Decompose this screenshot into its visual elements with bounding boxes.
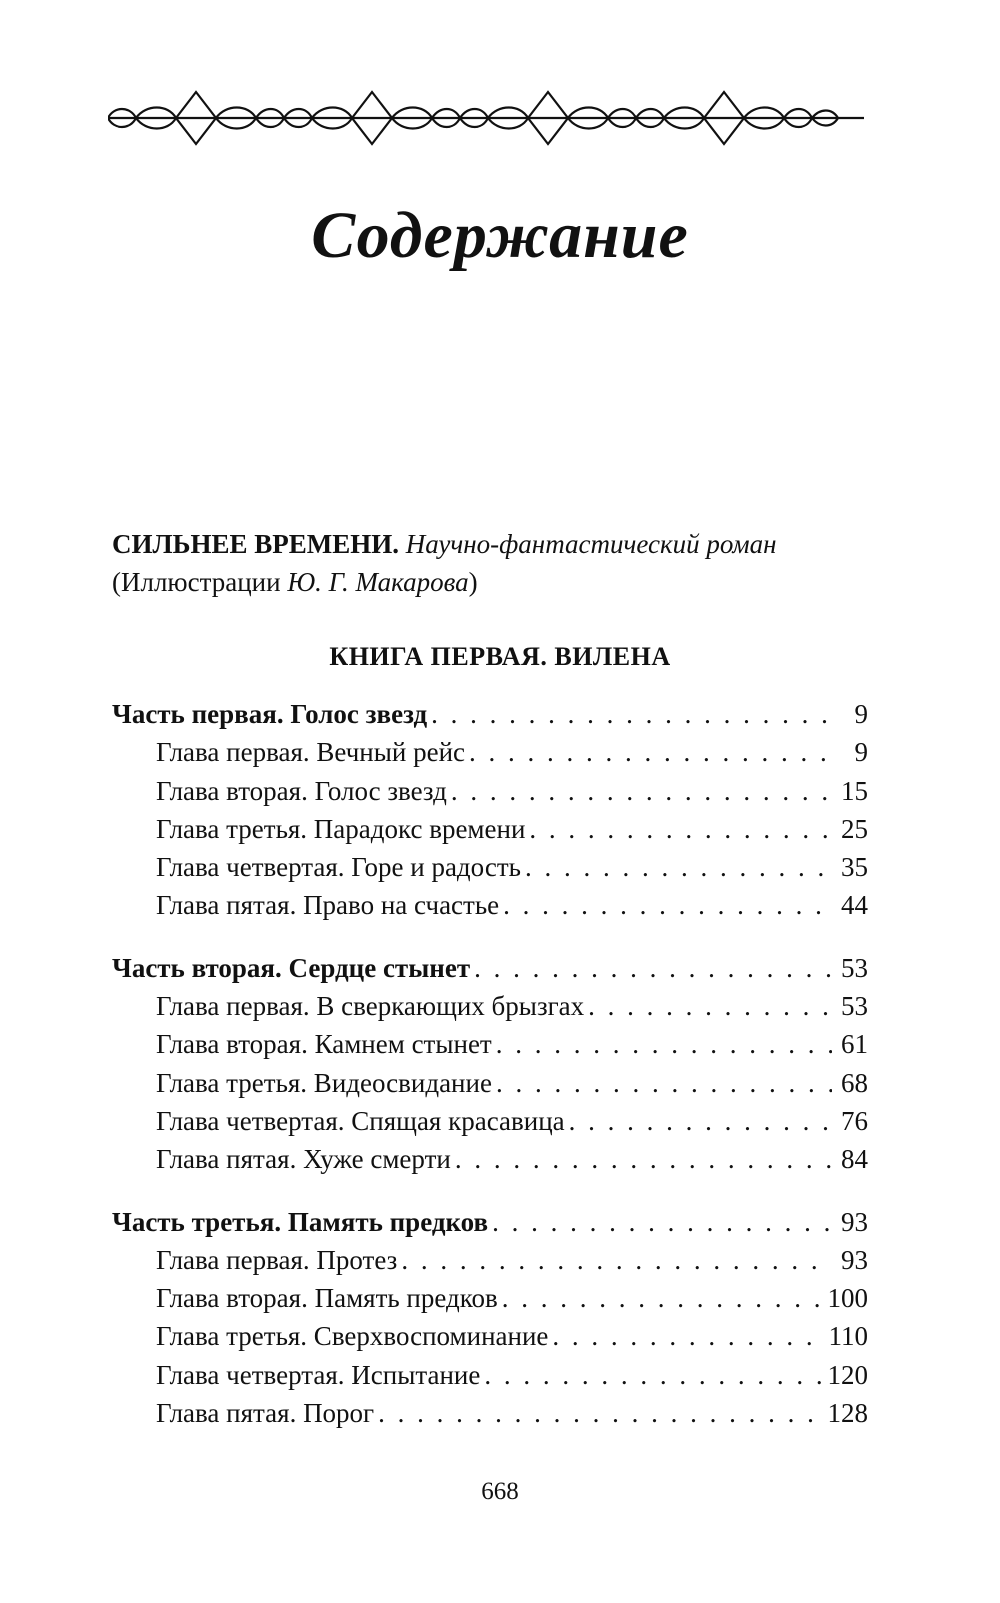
toc-page-number: 53 xyxy=(841,952,868,983)
toc-entry xyxy=(112,1279,868,1317)
toc-page-number: 84 xyxy=(841,1144,868,1175)
toc-entry-title: Глава четвертая. Спящая красавица xyxy=(156,1105,565,1136)
dot-leader xyxy=(451,772,832,810)
toc-page-number: 100 xyxy=(827,1283,868,1314)
toc-page-number: 25 xyxy=(841,813,868,844)
toc-page-number: 44 xyxy=(841,890,868,921)
page-title: Содержание xyxy=(311,199,689,272)
dot-leader xyxy=(552,1317,822,1355)
toc-page-number: 53 xyxy=(841,991,868,1022)
dot-leader xyxy=(525,848,832,886)
toc-page-number: 120 xyxy=(827,1359,868,1390)
toc-entry xyxy=(112,1356,868,1394)
dot-leader xyxy=(496,1025,832,1063)
toc-page-number: 9 xyxy=(854,737,868,768)
illustrations-open: (Иллюстрации xyxy=(112,567,288,597)
toc-page-number: 35 xyxy=(841,852,868,883)
toc-page-number: 93 xyxy=(841,1206,868,1237)
work-genre: Научно-фантастический роман xyxy=(405,529,777,559)
toc-part xyxy=(112,949,868,1179)
toc-entry-title: Глава четвертая. Горе и радость xyxy=(156,852,521,883)
toc-part-title: Часть третья. Память предков xyxy=(112,1206,489,1237)
toc-entry-title: Глава пятая. Право на счастье xyxy=(156,890,500,921)
toc-entry-title: Глава первая. Вечный рейс xyxy=(156,737,465,768)
dot-leader xyxy=(431,695,832,733)
toc-entry xyxy=(112,987,868,1025)
dot-leader xyxy=(484,1356,821,1394)
table-of-contents xyxy=(112,695,868,1456)
toc-page-number: 128 xyxy=(827,1398,868,1429)
dot-leader xyxy=(474,949,832,987)
toc-entry xyxy=(112,886,868,924)
dot-leader xyxy=(378,1394,821,1432)
book-heading: КНИГА ПЕРВАЯ. ВИЛЕНА xyxy=(329,642,671,671)
toc-entry xyxy=(112,1025,868,1063)
dot-leader xyxy=(492,1203,832,1241)
dot-leader xyxy=(588,987,832,1025)
toc-entry xyxy=(112,772,868,810)
toc-entry xyxy=(112,1064,868,1102)
page-number: 668 xyxy=(481,1478,519,1505)
toc-entry-title: Глава третья. Видеосвидание xyxy=(156,1067,492,1098)
toc-entry-title: Глава вторая. Память предков xyxy=(156,1283,498,1314)
toc-part-heading xyxy=(112,695,868,733)
dot-leader xyxy=(569,1102,832,1140)
toc-entry-title: Глава первая. В сверкающих брызгах xyxy=(156,991,585,1022)
toc-page-number: 9 xyxy=(854,699,868,729)
toc-entry-title: Глава четвертая. Испытание xyxy=(156,1359,481,1390)
dot-leader xyxy=(455,1140,832,1178)
decorative-border-ornament xyxy=(108,88,864,148)
toc-entry-title: Глава вторая. Голос звезд xyxy=(156,775,447,806)
toc-entry-title: Глава вторая. Камнем стынет xyxy=(156,1029,492,1060)
illustrations-close: ) xyxy=(468,567,478,597)
toc-entry xyxy=(112,1394,868,1432)
toc-page-number: 110 xyxy=(828,1321,868,1352)
dot-leader xyxy=(502,1279,822,1317)
work-title: СИЛЬНЕЕ ВРЕМЕНИ. xyxy=(112,529,399,559)
toc-entry-title: Глава третья. Сверхвоспоминание xyxy=(156,1321,549,1352)
toc-page-number: 15 xyxy=(841,775,868,806)
toc-entry xyxy=(112,1317,868,1355)
toc-entry-title: Глава пятая. Хуже смерти xyxy=(156,1144,451,1175)
toc-part xyxy=(112,695,868,925)
toc-entry xyxy=(112,1140,868,1178)
toc-page-number: 68 xyxy=(841,1067,868,1098)
toc-part-heading xyxy=(112,1203,868,1241)
toc-entry xyxy=(112,1102,868,1140)
dot-leader xyxy=(503,886,832,924)
toc-part-heading xyxy=(112,949,868,987)
work-title-block xyxy=(112,525,872,601)
toc-entry-title: Глава первая. Протез xyxy=(156,1244,398,1275)
toc-entry-title: Глава третья. Парадокс времени xyxy=(156,813,526,844)
toc-page-number: 76 xyxy=(841,1105,868,1136)
illustrator-name: Ю. Г. Макарова xyxy=(287,567,469,597)
dot-leader xyxy=(469,733,832,771)
dot-leader xyxy=(529,810,832,848)
toc-part-title: Часть вторая. Сердце стынет xyxy=(112,952,471,983)
toc-entry xyxy=(112,733,868,771)
dot-leader xyxy=(496,1064,832,1102)
work-title-line xyxy=(112,525,872,563)
dot-leader xyxy=(401,1241,832,1279)
illustrations-line xyxy=(112,563,872,601)
toc-entry xyxy=(112,1241,868,1279)
toc-entry xyxy=(112,810,868,848)
toc-part-title: Часть первая. Голос звезд xyxy=(112,699,428,729)
toc-part xyxy=(112,1203,868,1433)
toc-page-number: 61 xyxy=(841,1029,868,1060)
toc-page-number: 93 xyxy=(841,1244,868,1275)
toc-entry xyxy=(112,848,868,886)
toc-entry-title: Глава пятая. Порог xyxy=(156,1398,375,1429)
